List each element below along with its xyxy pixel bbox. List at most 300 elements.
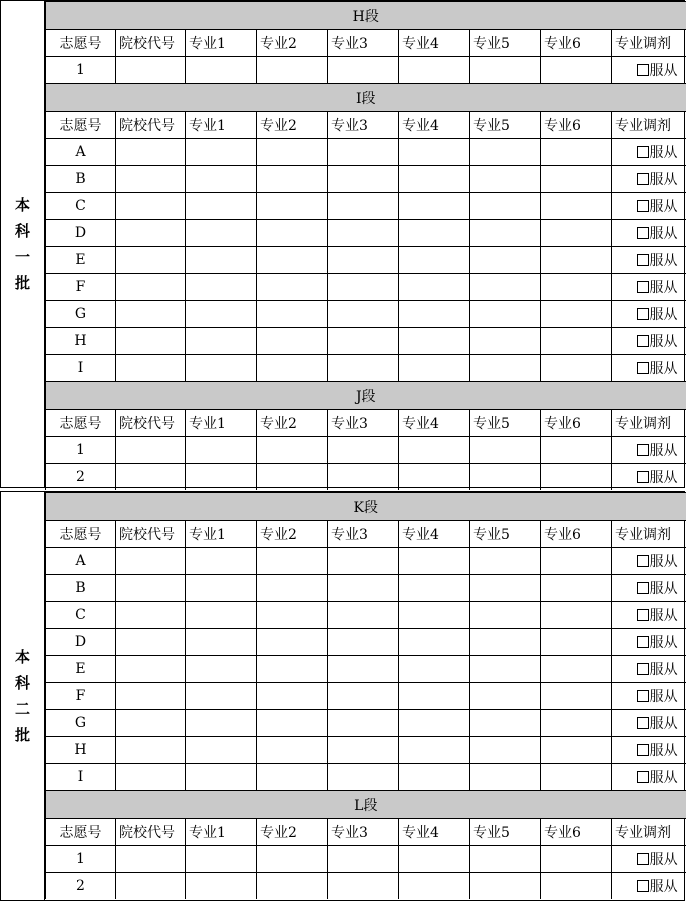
major-cell[interactable]: [470, 629, 541, 656]
major-cell[interactable]: [399, 139, 470, 166]
major-cell[interactable]: [328, 656, 399, 683]
segment-header-row: [46, 791, 686, 819]
major-cell[interactable]: [186, 873, 257, 900]
school-code-cell[interactable]: [116, 710, 186, 737]
batch-label-char: 本: [14, 196, 30, 214]
school-code-cell[interactable]: [116, 274, 186, 301]
checkbox-icon[interactable]: [637, 308, 649, 320]
table-row: [46, 764, 686, 791]
major-cell[interactable]: [328, 764, 399, 791]
wish-number: G: [46, 301, 116, 328]
wish-number: I: [46, 764, 116, 791]
major-cell[interactable]: [328, 301, 399, 328]
table-row: [46, 437, 686, 464]
major-cell[interactable]: [470, 873, 541, 900]
major-cell[interactable]: [328, 166, 399, 193]
adjust-cell: [612, 355, 686, 382]
major-cell[interactable]: [257, 301, 328, 328]
column-header-row: [46, 112, 686, 139]
school-code-cell[interactable]: [116, 139, 186, 166]
segment-header-row: [46, 382, 686, 410]
major-cell[interactable]: [328, 683, 399, 710]
header-major-6: 专业6: [541, 112, 612, 139]
major-cell[interactable]: [470, 464, 541, 491]
major-cell[interactable]: [541, 328, 612, 355]
major-cell[interactable]: [399, 656, 470, 683]
header-wish-no: 志愿号: [46, 112, 116, 139]
segment-title: L段: [46, 791, 686, 819]
adjust-cell: [612, 193, 686, 220]
header-major-1: 专业1: [186, 112, 257, 139]
major-cell[interactable]: [257, 328, 328, 355]
school-code-cell[interactable]: [116, 548, 186, 575]
school-code-cell[interactable]: [116, 737, 186, 764]
obey-label: 服从: [649, 852, 678, 868]
header-major-5: 专业5: [470, 112, 541, 139]
major-cell[interactable]: [186, 846, 257, 873]
header-wish-no: 志愿号: [46, 819, 116, 846]
major-cell[interactable]: [541, 464, 612, 491]
major-cell[interactable]: [186, 355, 257, 382]
major-cell[interactable]: [470, 274, 541, 301]
batch-label-char: 批: [14, 274, 30, 292]
school-code-cell[interactable]: [116, 247, 186, 274]
major-cell[interactable]: [257, 139, 328, 166]
school-code-cell[interactable]: [116, 629, 186, 656]
major-cell[interactable]: [328, 437, 399, 464]
table-row: [46, 166, 686, 193]
checkbox-icon[interactable]: [637, 362, 649, 374]
major-cell[interactable]: [186, 220, 257, 247]
major-cell[interactable]: [470, 193, 541, 220]
major-cell[interactable]: [257, 437, 328, 464]
major-cell[interactable]: [470, 166, 541, 193]
school-code-cell[interactable]: [116, 575, 186, 602]
obey-label: 服从: [649, 770, 678, 786]
major-cell[interactable]: [328, 328, 399, 355]
major-cell[interactable]: [470, 247, 541, 274]
major-cell[interactable]: [470, 737, 541, 764]
major-cell[interactable]: [470, 355, 541, 382]
major-cell[interactable]: [399, 274, 470, 301]
table-row: [46, 328, 686, 355]
major-cell[interactable]: [470, 602, 541, 629]
major-cell[interactable]: [186, 247, 257, 274]
table-row: [46, 683, 686, 710]
batch-label-char: 科: [14, 222, 30, 240]
checkbox-icon[interactable]: [637, 880, 649, 892]
checkbox-icon[interactable]: [637, 471, 649, 483]
major-cell[interactable]: [328, 575, 399, 602]
major-cell[interactable]: [328, 355, 399, 382]
major-cell[interactable]: [541, 166, 612, 193]
adjust-cell: [612, 166, 686, 193]
wish-number: 1: [46, 437, 116, 464]
major-cell[interactable]: [541, 710, 612, 737]
segment-header-row: [46, 84, 686, 112]
volunteer-table: [45, 492, 686, 899]
header-major-4: 专业4: [399, 30, 470, 57]
major-cell[interactable]: [399, 737, 470, 764]
major-cell[interactable]: [257, 764, 328, 791]
header-major-1: 专业1: [186, 819, 257, 846]
major-cell[interactable]: [257, 710, 328, 737]
adjust-cell: [612, 437, 686, 464]
major-cell[interactable]: [470, 764, 541, 791]
obey-label: 服从: [649, 145, 678, 161]
wish-number: E: [46, 247, 116, 274]
major-cell[interactable]: [257, 57, 328, 84]
major-cell[interactable]: [257, 464, 328, 491]
major-cell[interactable]: [186, 575, 257, 602]
segment-title: J段: [46, 382, 686, 410]
header-wish-no: 志愿号: [46, 521, 116, 548]
school-code-cell[interactable]: [116, 683, 186, 710]
adjust-cell: [612, 548, 686, 575]
adjust-cell: [612, 846, 686, 873]
major-cell[interactable]: [257, 575, 328, 602]
wish-number: E: [46, 656, 116, 683]
header-wish-no: 志愿号: [46, 30, 116, 57]
major-cell[interactable]: [541, 220, 612, 247]
column-header-row: [46, 30, 686, 57]
checkbox-icon[interactable]: [637, 335, 649, 347]
major-cell[interactable]: [470, 656, 541, 683]
major-cell[interactable]: [541, 602, 612, 629]
adjust-cell: [612, 873, 686, 900]
major-cell[interactable]: [186, 328, 257, 355]
school-code-cell[interactable]: [116, 764, 186, 791]
obey-label: 服从: [649, 689, 678, 705]
major-cell[interactable]: [470, 437, 541, 464]
checkbox-icon[interactable]: [637, 281, 649, 293]
adjust-cell: [612, 328, 686, 355]
wish-number: D: [46, 629, 116, 656]
obey-label: 服从: [649, 443, 678, 459]
major-cell[interactable]: [541, 301, 612, 328]
major-cell[interactable]: [328, 710, 399, 737]
major-cell[interactable]: [541, 656, 612, 683]
major-cell[interactable]: [470, 301, 541, 328]
major-cell[interactable]: [328, 247, 399, 274]
major-cell[interactable]: [399, 873, 470, 900]
obey-label: 服从: [649, 307, 678, 323]
major-cell[interactable]: [399, 764, 470, 791]
major-cell[interactable]: [257, 220, 328, 247]
header-major-5: 专业5: [470, 410, 541, 437]
major-cell[interactable]: [186, 437, 257, 464]
major-cell[interactable]: [470, 220, 541, 247]
major-cell[interactable]: [541, 737, 612, 764]
major-cell[interactable]: [257, 629, 328, 656]
major-cell[interactable]: [257, 602, 328, 629]
major-cell[interactable]: [186, 548, 257, 575]
major-cell[interactable]: [541, 193, 612, 220]
checkbox-icon[interactable]: [637, 690, 649, 702]
major-cell[interactable]: [328, 548, 399, 575]
segment-title: H段: [46, 2, 686, 30]
table-row: [46, 220, 686, 247]
header-major-4: 专业4: [399, 819, 470, 846]
major-cell[interactable]: [399, 548, 470, 575]
segment-header-row: [46, 2, 686, 30]
checkbox-icon[interactable]: [637, 64, 649, 76]
major-cell[interactable]: [399, 57, 470, 84]
wish-number: H: [46, 737, 116, 764]
major-cell[interactable]: [257, 683, 328, 710]
major-cell[interactable]: [257, 656, 328, 683]
adjust-cell: [612, 139, 686, 166]
table-row: [46, 274, 686, 301]
major-cell[interactable]: [186, 710, 257, 737]
major-cell[interactable]: [470, 575, 541, 602]
major-cell[interactable]: [541, 355, 612, 382]
column-header-row: [46, 819, 686, 846]
checkbox-icon[interactable]: [637, 609, 649, 621]
table-row: [46, 355, 686, 382]
major-cell[interactable]: [186, 193, 257, 220]
batch-label: [1, 1, 45, 487]
column-header-row: [46, 521, 686, 548]
major-cell[interactable]: [399, 193, 470, 220]
wish-number: F: [46, 274, 116, 301]
major-cell[interactable]: [399, 166, 470, 193]
table-row: [46, 846, 686, 873]
major-cell[interactable]: [541, 575, 612, 602]
header-major-4: 专业4: [399, 112, 470, 139]
school-code-cell[interactable]: [116, 873, 186, 900]
checkbox-icon[interactable]: [637, 744, 649, 756]
batch-label-char: 二: [14, 700, 30, 718]
header-major-5: 专业5: [470, 521, 541, 548]
major-cell[interactable]: [186, 629, 257, 656]
major-cell[interactable]: [328, 193, 399, 220]
major-cell[interactable]: [399, 575, 470, 602]
major-cell[interactable]: [186, 602, 257, 629]
school-code-cell[interactable]: [116, 328, 186, 355]
major-cell[interactable]: [257, 548, 328, 575]
table-row: [46, 247, 686, 274]
adjust-cell: [612, 602, 686, 629]
adjust-cell: [612, 575, 686, 602]
major-cell[interactable]: [399, 301, 470, 328]
adjust-cell: [612, 247, 686, 274]
major-cell[interactable]: [399, 710, 470, 737]
major-cell[interactable]: [399, 683, 470, 710]
header-wish-no: 志愿号: [46, 410, 116, 437]
obey-label: 服从: [649, 172, 678, 188]
table-row: [46, 464, 686, 491]
major-cell[interactable]: [399, 602, 470, 629]
major-cell[interactable]: [541, 274, 612, 301]
checkbox-icon[interactable]: [637, 173, 649, 185]
obey-label: 服从: [649, 280, 678, 296]
batch-block-second: [0, 491, 685, 901]
major-cell[interactable]: [470, 139, 541, 166]
adjust-cell: [612, 683, 686, 710]
school-code-cell[interactable]: [116, 602, 186, 629]
major-cell[interactable]: [257, 737, 328, 764]
table-row: [46, 602, 686, 629]
obey-label: 服从: [649, 662, 678, 678]
major-cell[interactable]: [541, 629, 612, 656]
major-cell[interactable]: [399, 629, 470, 656]
major-cell[interactable]: [470, 328, 541, 355]
obey-label: 服从: [649, 608, 678, 624]
checkbox-icon[interactable]: [637, 663, 649, 675]
major-cell[interactable]: [541, 548, 612, 575]
major-cell[interactable]: [186, 464, 257, 491]
major-cell[interactable]: [328, 629, 399, 656]
obey-label: 服从: [649, 253, 678, 269]
batch-label-char: 本: [14, 648, 30, 666]
table-row: [46, 57, 686, 84]
major-cell[interactable]: [541, 437, 612, 464]
major-cell[interactable]: [257, 846, 328, 873]
header-major-6: 专业6: [541, 30, 612, 57]
major-cell[interactable]: [328, 139, 399, 166]
major-cell[interactable]: [399, 220, 470, 247]
major-cell[interactable]: [186, 166, 257, 193]
major-cell[interactable]: [399, 328, 470, 355]
major-cell[interactable]: [328, 464, 399, 491]
major-cell[interactable]: [257, 274, 328, 301]
major-cell[interactable]: [328, 846, 399, 873]
school-code-cell[interactable]: [116, 193, 186, 220]
major-cell[interactable]: [257, 873, 328, 900]
school-code-cell[interactable]: [116, 220, 186, 247]
checkbox-icon[interactable]: [637, 254, 649, 266]
major-cell[interactable]: [541, 139, 612, 166]
major-cell[interactable]: [470, 548, 541, 575]
wish-number: C: [46, 193, 116, 220]
major-cell[interactable]: [541, 247, 612, 274]
school-code-cell[interactable]: [116, 464, 186, 491]
header-major-1: 专业1: [186, 410, 257, 437]
school-code-cell[interactable]: [116, 437, 186, 464]
major-cell[interactable]: [186, 656, 257, 683]
wish-number: 2: [46, 464, 116, 491]
checkbox-icon[interactable]: [637, 853, 649, 865]
table-row: [46, 656, 686, 683]
table-row: [46, 139, 686, 166]
major-cell[interactable]: [541, 764, 612, 791]
obey-label: 服从: [649, 716, 678, 732]
school-code-cell[interactable]: [116, 301, 186, 328]
header-major-5: 专业5: [470, 30, 541, 57]
table-row: [46, 575, 686, 602]
header-adjust: 专业调剂: [612, 112, 686, 139]
major-cell[interactable]: [328, 873, 399, 900]
major-cell[interactable]: [328, 57, 399, 84]
wish-number: 1: [46, 846, 116, 873]
major-cell[interactable]: [186, 57, 257, 84]
table-row: [46, 548, 686, 575]
checkbox-icon[interactable]: [637, 200, 649, 212]
major-cell[interactable]: [541, 873, 612, 900]
school-code-cell[interactable]: [116, 166, 186, 193]
header-major-2: 专业2: [257, 521, 328, 548]
major-cell[interactable]: [541, 683, 612, 710]
header-adjust: 专业调剂: [612, 521, 686, 548]
major-cell[interactable]: [186, 274, 257, 301]
major-cell[interactable]: [257, 355, 328, 382]
wish-number: H: [46, 328, 116, 355]
major-cell[interactable]: [470, 846, 541, 873]
wish-number: G: [46, 710, 116, 737]
major-cell[interactable]: [399, 247, 470, 274]
checkbox-icon[interactable]: [637, 555, 649, 567]
obey-label: 服从: [649, 226, 678, 242]
school-code-cell[interactable]: [116, 846, 186, 873]
segment-header-row: [46, 493, 686, 521]
major-cell[interactable]: [541, 846, 612, 873]
major-cell[interactable]: [186, 139, 257, 166]
major-cell[interactable]: [470, 710, 541, 737]
header-major-2: 专业2: [257, 112, 328, 139]
major-cell[interactable]: [328, 220, 399, 247]
checkbox-icon[interactable]: [637, 582, 649, 594]
checkbox-icon[interactable]: [637, 771, 649, 783]
major-cell[interactable]: [186, 764, 257, 791]
adjust-cell: [612, 710, 686, 737]
school-code-cell[interactable]: [116, 656, 186, 683]
checkbox-icon[interactable]: [637, 717, 649, 729]
adjust-cell: [612, 301, 686, 328]
header-major-4: 专业4: [399, 521, 470, 548]
checkbox-icon[interactable]: [637, 146, 649, 158]
header-adjust: 专业调剂: [612, 410, 686, 437]
major-cell[interactable]: [328, 274, 399, 301]
major-cell[interactable]: [328, 737, 399, 764]
major-cell[interactable]: [470, 683, 541, 710]
segment-title: K段: [46, 493, 686, 521]
header-adjust: 专业调剂: [612, 819, 686, 846]
major-cell[interactable]: [257, 247, 328, 274]
checkbox-icon[interactable]: [637, 636, 649, 648]
major-cell[interactable]: [399, 846, 470, 873]
obey-label: 服从: [649, 361, 678, 377]
major-cell[interactable]: [541, 57, 612, 84]
major-cell[interactable]: [399, 355, 470, 382]
major-cell[interactable]: [186, 737, 257, 764]
obey-label: 服从: [649, 879, 678, 895]
major-cell[interactable]: [257, 193, 328, 220]
header-major-4: 专业4: [399, 410, 470, 437]
major-cell[interactable]: [186, 301, 257, 328]
adjust-cell: [612, 220, 686, 247]
checkbox-icon[interactable]: [637, 227, 649, 239]
major-cell[interactable]: [186, 683, 257, 710]
adjust-cell: [612, 737, 686, 764]
major-cell[interactable]: [399, 437, 470, 464]
header-school-code: 院校代号: [116, 819, 186, 846]
wish-number: I: [46, 355, 116, 382]
major-cell[interactable]: [328, 602, 399, 629]
checkbox-icon[interactable]: [637, 444, 649, 456]
major-cell[interactable]: [257, 166, 328, 193]
header-school-code: 院校代号: [116, 521, 186, 548]
major-cell[interactable]: [399, 464, 470, 491]
major-cell[interactable]: [470, 57, 541, 84]
school-code-cell[interactable]: [116, 57, 186, 84]
school-code-cell[interactable]: [116, 355, 186, 382]
header-major-5: 专业5: [470, 819, 541, 846]
wish-number: F: [46, 683, 116, 710]
adjust-cell: [612, 764, 686, 791]
wish-number: B: [46, 166, 116, 193]
header-major-1: 专业1: [186, 30, 257, 57]
